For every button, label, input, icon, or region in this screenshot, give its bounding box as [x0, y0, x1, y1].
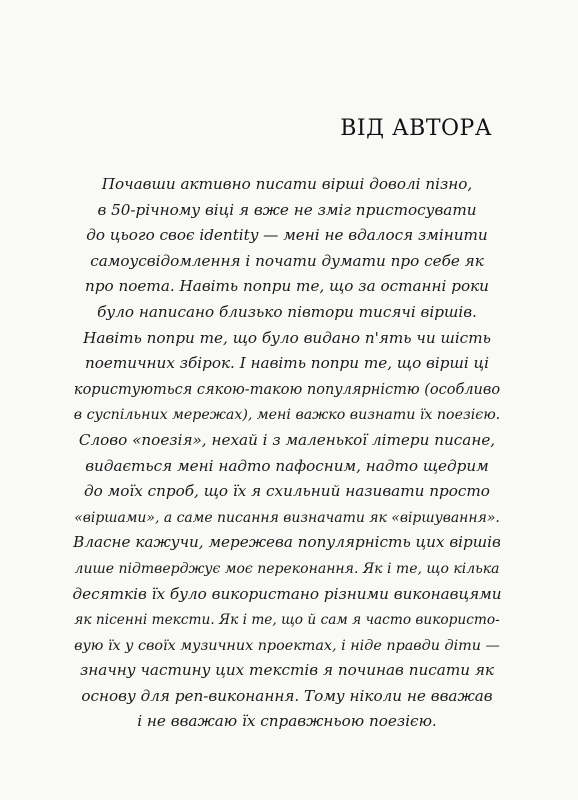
text-line: Почавши активно писати вірші доволі пізно, [101, 175, 473, 193]
text-line: про поета. Навіть попри те, що за останні роки [85, 277, 489, 296]
body-paragraph [72, 172, 502, 735]
page-title: ВІД АВТОРА [340, 116, 492, 141]
text-line: поетичних збірок. І навіть попри те, що вірші ці [84, 354, 489, 373]
text-line: Навіть попри те, що було видано п'ять чи шість [83, 328, 491, 347]
text-line: основу для реп-виконання. Тому ніколи не вважав [81, 686, 493, 705]
text-line: в 50-річному віці я вже не зміг пристосувати [97, 200, 477, 219]
text-line: значну частину цих текстів я починав писати як [80, 661, 494, 680]
text-line: Власне кажучи, мережева популярність цих віршів [73, 533, 501, 552]
text-line: десятків їх було використано різними виконавцями [72, 584, 502, 603]
text-line: і не вважаю їх справжньою поезією. [137, 712, 437, 731]
text-line: як пісенні тексти. Як і те, що й сам я часто використо- [74, 612, 500, 629]
text-line: користуються сякою-такою популярністю (особливо [73, 381, 501, 398]
text-line: було написано близько півтори тисячі віршів. [97, 302, 477, 321]
text-line: до цього своє identity — мені не вдалося змінити [86, 226, 488, 245]
text-line: самоусвідомлення і почати думати про себе як [90, 251, 484, 270]
text-line: видається мені надто пафосним, надто щедрим [85, 456, 489, 475]
text-line: в суспільних мережах), мені важко визнати їх поезією. [73, 407, 501, 424]
text-line: Слово «поезія», нехай і з маленької літери писане, [78, 430, 496, 449]
text-line: лише підтверджує моє переконання. Як і те, що кілька [74, 560, 500, 577]
text-line: вую їх у своїх музичних проектах, і ніде правди діти — [74, 637, 500, 654]
text-line: «віршами», а саме писання визначати як «віршування». [74, 509, 500, 526]
text-line: до моїх спроб, що їх я схильний називати просто [84, 482, 490, 501]
